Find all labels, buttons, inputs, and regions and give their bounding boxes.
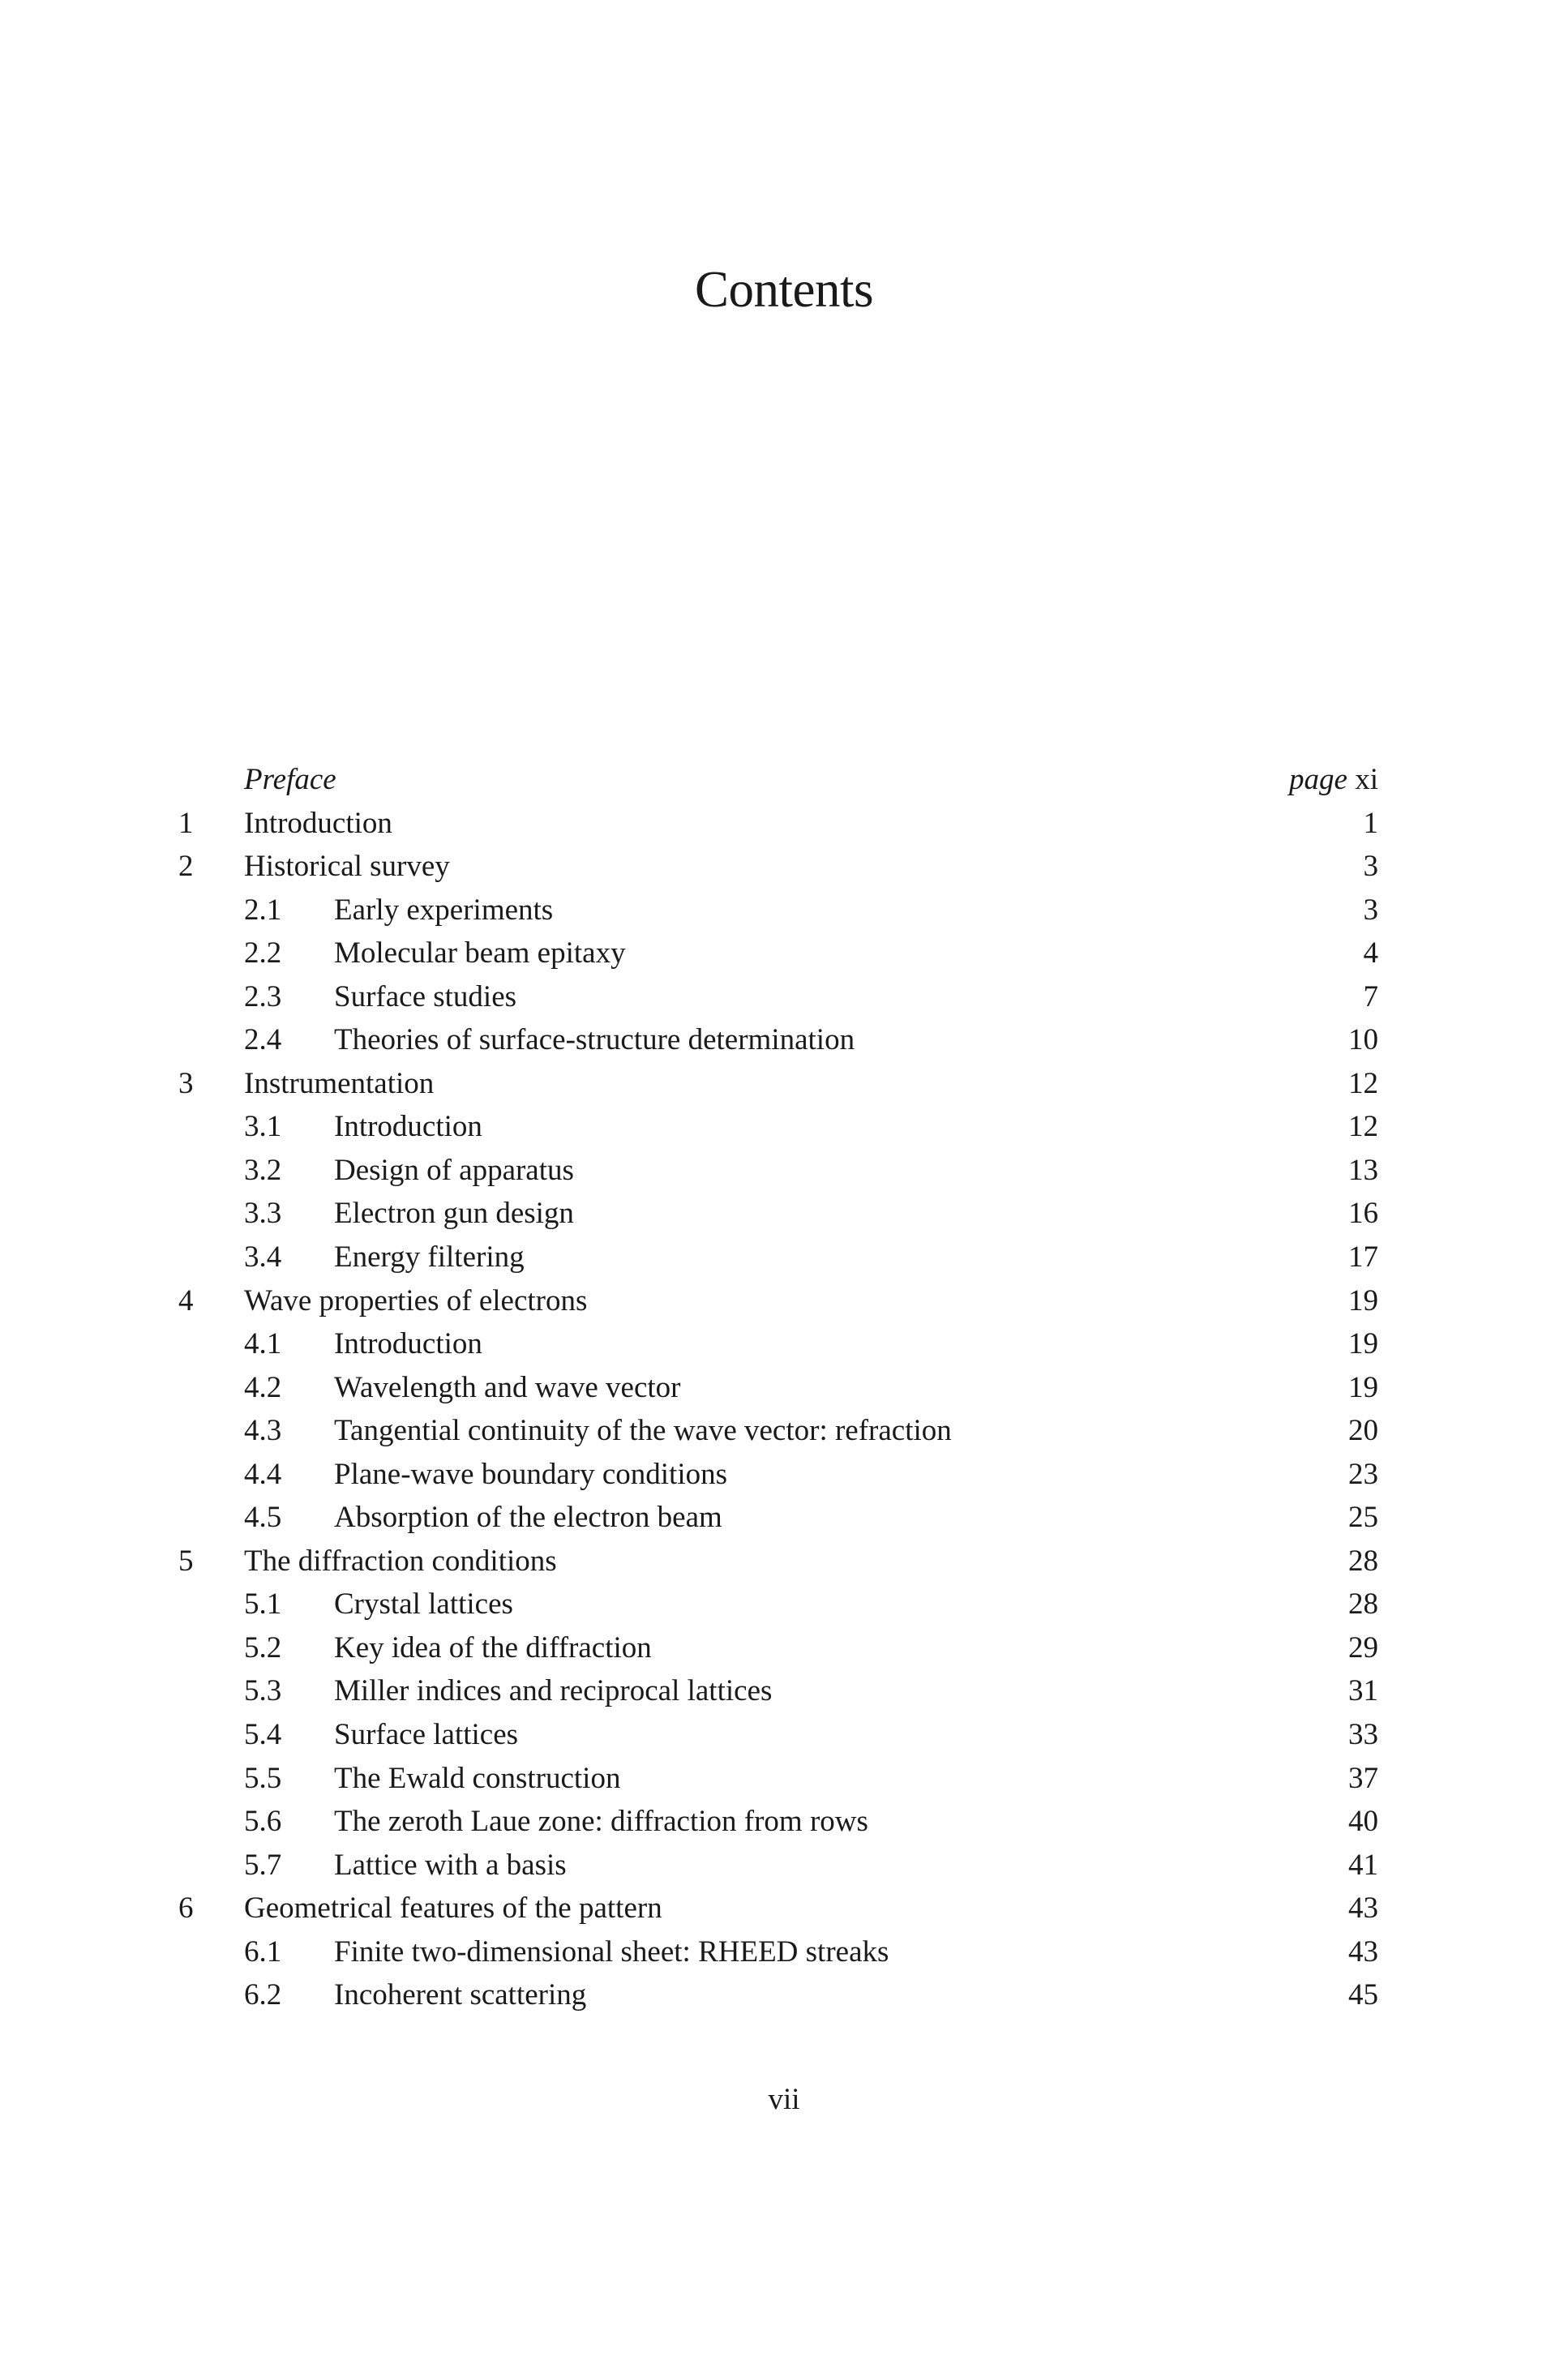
toc-section-entry[interactable] bbox=[170, 975, 1386, 1019]
section-title: Key idea of the diffraction bbox=[334, 1630, 652, 1664]
page-number: 28 bbox=[1348, 1587, 1378, 1622]
section-title: Wavelength and wave vector bbox=[334, 1370, 681, 1404]
section-title: Miller indices and reciprocal lattices bbox=[334, 1674, 773, 1708]
section-title: The Ewald construction bbox=[334, 1761, 621, 1795]
chapter-title: Geometrical features of the pattern bbox=[244, 1892, 662, 1926]
section-number: 2.1 bbox=[244, 893, 282, 927]
section-number: 3.4 bbox=[244, 1240, 282, 1275]
section-number: 6.1 bbox=[244, 1934, 282, 1969]
toc-entry-page bbox=[1289, 758, 1378, 802]
section-number: 5.5 bbox=[244, 1761, 282, 1795]
section-title: Absorption of the electron beam bbox=[334, 1501, 722, 1535]
page-number: 25 bbox=[1348, 1501, 1378, 1535]
section-title: Theories of surface-structure determination bbox=[334, 1023, 855, 1057]
page-number: 12 bbox=[1348, 1066, 1378, 1100]
toc-section-entry[interactable] bbox=[170, 889, 1386, 932]
section-title: Molecular beam epitaxy bbox=[334, 936, 626, 970]
page-number: 1 bbox=[1363, 806, 1378, 840]
toc-section-entry[interactable] bbox=[170, 1322, 1386, 1366]
section-title: The zeroth Laue zone: diffraction from rows bbox=[334, 1805, 868, 1839]
chapter-title: Introduction bbox=[244, 806, 392, 840]
section-title: Design of apparatus bbox=[334, 1153, 574, 1187]
chapter-title: Historical survey bbox=[244, 850, 450, 884]
section-number: 6.2 bbox=[244, 1978, 282, 2012]
page-number: 19 bbox=[1348, 1327, 1378, 1361]
page-number: 28 bbox=[1348, 1544, 1378, 1578]
toc-section-entry[interactable] bbox=[170, 1800, 1386, 1844]
toc-section-entry[interactable] bbox=[170, 1105, 1386, 1149]
chapter-title: The diffraction conditions bbox=[244, 1544, 557, 1578]
section-number: 5.4 bbox=[244, 1718, 282, 1752]
page-number: 43 bbox=[1348, 1892, 1378, 1926]
toc-section-entry[interactable] bbox=[170, 1236, 1386, 1279]
toc-section-entry[interactable] bbox=[170, 1583, 1386, 1626]
page-number: xi bbox=[1355, 763, 1378, 796]
chapter-number: 6 bbox=[178, 1892, 194, 1926]
section-number: 5.3 bbox=[244, 1674, 282, 1708]
page-number: 29 bbox=[1348, 1630, 1378, 1664]
toc-section-entry[interactable] bbox=[170, 1757, 1386, 1801]
section-number: 3.2 bbox=[244, 1153, 282, 1187]
page-number: 16 bbox=[1348, 1197, 1378, 1231]
toc-section-entry[interactable] bbox=[170, 1453, 1386, 1497]
chapter-number: 4 bbox=[178, 1283, 194, 1317]
page-number: 45 bbox=[1348, 1978, 1378, 2012]
page-number: 3 bbox=[1363, 893, 1378, 927]
section-title: Surface studies bbox=[334, 979, 517, 1013]
section-number: 5.7 bbox=[244, 1848, 282, 1882]
page-folio: vii bbox=[768, 2083, 800, 2116]
table-of-contents bbox=[170, 758, 1386, 2017]
toc-section-entry[interactable] bbox=[170, 1018, 1386, 1062]
section-number: 4.3 bbox=[244, 1414, 282, 1448]
section-title: Energy filtering bbox=[334, 1240, 525, 1275]
section-title: Introduction bbox=[334, 1110, 482, 1144]
toc-section-entry[interactable] bbox=[170, 1496, 1386, 1540]
page-prefix: page bbox=[1289, 763, 1347, 796]
page-number: 20 bbox=[1348, 1414, 1378, 1448]
toc-section-entry[interactable] bbox=[170, 1409, 1386, 1453]
toc-entry-preface[interactable] bbox=[170, 758, 1386, 802]
section-number: 2.4 bbox=[244, 1023, 282, 1057]
page-number: 17 bbox=[1348, 1240, 1378, 1275]
toc-section-entry[interactable] bbox=[170, 932, 1386, 975]
section-title: Tangential continuity of the wave vector: refraction bbox=[334, 1414, 952, 1448]
section-number: 5.1 bbox=[244, 1587, 282, 1622]
toc-section-entry[interactable] bbox=[170, 1366, 1386, 1410]
chapter-title: Wave properties of electrons bbox=[244, 1283, 588, 1317]
toc-section-entry[interactable] bbox=[170, 1192, 1386, 1236]
toc-section-entry[interactable] bbox=[170, 1626, 1386, 1670]
toc-section-entry[interactable] bbox=[170, 1973, 1386, 2017]
page-number: 3 bbox=[1363, 850, 1378, 884]
page-number: 31 bbox=[1348, 1674, 1378, 1708]
page-number: 33 bbox=[1348, 1718, 1378, 1752]
page-title: Contents bbox=[694, 261, 873, 318]
section-number: 4.1 bbox=[244, 1327, 282, 1361]
toc-section-entry[interactable] bbox=[170, 1844, 1386, 1887]
toc-chapter-entry[interactable] bbox=[170, 1279, 1386, 1323]
section-number: 5.6 bbox=[244, 1805, 282, 1839]
chapter-title: Instrumentation bbox=[244, 1066, 435, 1100]
page-number: 4 bbox=[1363, 936, 1378, 970]
toc-entry-title: Preface bbox=[244, 763, 336, 796]
section-number: 4.2 bbox=[244, 1370, 282, 1404]
chapter-number: 3 bbox=[178, 1066, 194, 1100]
toc-section-entry[interactable] bbox=[170, 1930, 1386, 1974]
page-number: 41 bbox=[1348, 1848, 1378, 1882]
toc-chapter-entry[interactable] bbox=[170, 1062, 1386, 1106]
chapter-number: 5 bbox=[178, 1544, 194, 1578]
section-title: Finite two-dimensional sheet: RHEED streaks bbox=[334, 1934, 889, 1969]
page-number: 19 bbox=[1348, 1283, 1378, 1317]
section-number: 4.5 bbox=[244, 1501, 282, 1535]
toc-chapter-entry[interactable] bbox=[170, 1540, 1386, 1583]
toc-section-entry[interactable] bbox=[170, 1669, 1386, 1713]
section-title: Incoherent scattering bbox=[334, 1978, 587, 2012]
section-title: Early experiments bbox=[334, 893, 554, 927]
page-number: 7 bbox=[1363, 979, 1378, 1013]
section-number: 2.3 bbox=[244, 979, 282, 1013]
chapter-number: 1 bbox=[178, 806, 194, 840]
toc-chapter-entry[interactable] bbox=[170, 845, 1386, 889]
page-number: 40 bbox=[1348, 1805, 1378, 1839]
toc-section-entry[interactable] bbox=[170, 1713, 1386, 1757]
section-number: 5.2 bbox=[244, 1630, 282, 1664]
toc-chapter-entry[interactable] bbox=[170, 802, 1386, 846]
page-number: 13 bbox=[1348, 1153, 1378, 1187]
toc-section-entry[interactable] bbox=[170, 1149, 1386, 1193]
section-number: 2.2 bbox=[244, 936, 282, 970]
chapter-number: 2 bbox=[178, 850, 194, 884]
section-title: Crystal lattices bbox=[334, 1587, 513, 1622]
section-title: Surface lattices bbox=[334, 1718, 519, 1752]
section-title: Lattice with a basis bbox=[334, 1848, 567, 1882]
section-title: Electron gun design bbox=[334, 1197, 574, 1231]
toc-chapter-entry[interactable] bbox=[170, 1887, 1386, 1930]
page-number: 43 bbox=[1348, 1934, 1378, 1969]
page-number: 23 bbox=[1348, 1457, 1378, 1491]
section-number: 3.3 bbox=[244, 1197, 282, 1231]
section-number: 4.4 bbox=[244, 1457, 282, 1491]
page-number: 10 bbox=[1348, 1023, 1378, 1057]
section-title: Plane-wave boundary conditions bbox=[334, 1457, 727, 1491]
section-title: Introduction bbox=[334, 1327, 482, 1361]
section-number: 3.1 bbox=[244, 1110, 282, 1144]
page-number: 19 bbox=[1348, 1370, 1378, 1404]
page-number: 12 bbox=[1348, 1110, 1378, 1144]
page-number: 37 bbox=[1348, 1761, 1378, 1795]
